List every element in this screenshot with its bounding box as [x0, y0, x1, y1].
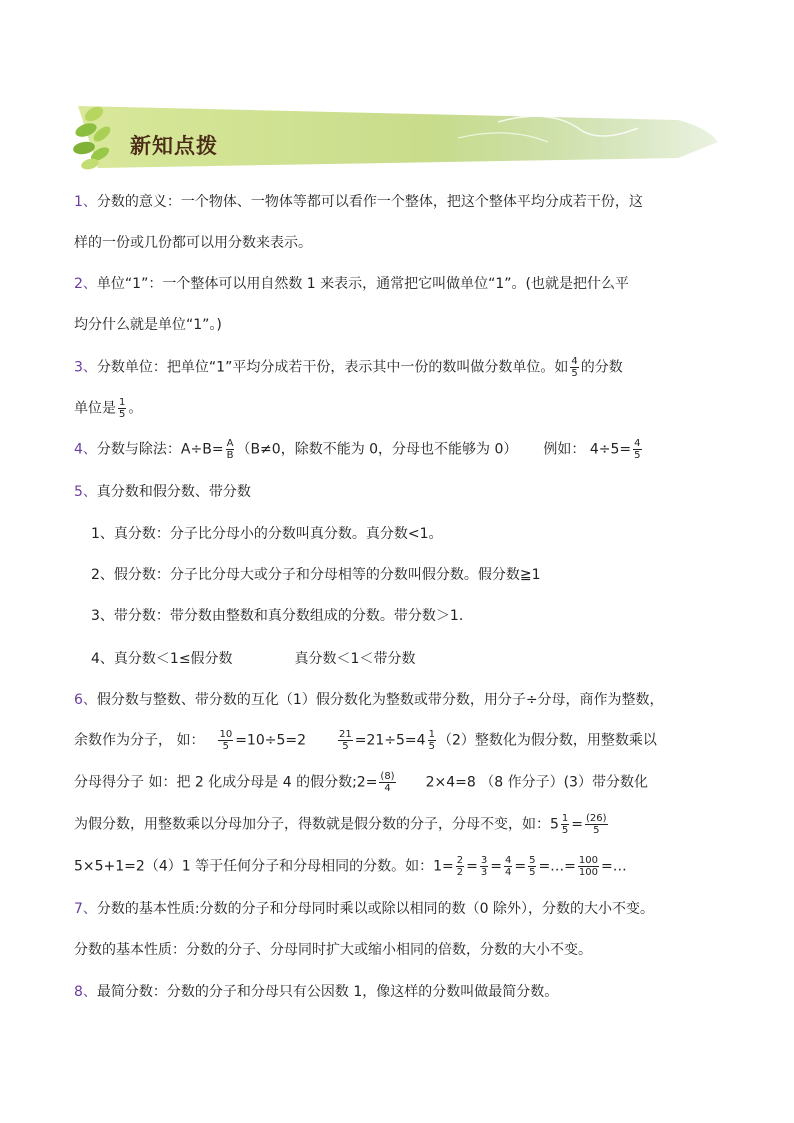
item-text: 真分数和假分数、带分数 [96, 484, 251, 500]
denominator: 4 [504, 867, 512, 878]
numerator: A [226, 438, 234, 449]
denominator: 5 [634, 450, 641, 461]
item-text: 真分数＜1＜带分数 [294, 651, 416, 667]
item-text: =21÷5=4 [354, 732, 426, 749]
equals: = [514, 858, 527, 875]
fraction [118, 397, 126, 420]
item-2-line-1 [74, 274, 629, 294]
fraction [338, 729, 353, 752]
fraction [578, 855, 599, 878]
fraction [570, 356, 578, 379]
item-5-heading [74, 482, 251, 502]
denominator: 5 [529, 867, 536, 878]
item-text: 单位是 [74, 400, 116, 417]
item-7-line-2: 分数的基本性质：分数的分子、分母同时扩大或缩小相同的倍数，分数的大小不变。 [74, 942, 592, 958]
fraction [480, 855, 488, 878]
section-banner [78, 98, 718, 174]
numerator: 2 [456, 855, 464, 866]
item-text: （B≠0，除数不能为 0，分母也不能够为 0） [236, 441, 518, 458]
item-text: 4、真分数＜1≤假分数 [91, 651, 233, 667]
denominator: 100 [578, 867, 598, 878]
item-text: （2）整数化为假分数，用整数乘以 [437, 732, 657, 749]
item-text: 分母得分子 如：把 2 化成分母是 4 的假分数;2= [74, 774, 378, 791]
denominator: 5 [119, 409, 126, 420]
denominator: 5 [342, 741, 349, 752]
denominator: 5 [428, 741, 435, 752]
fraction [528, 855, 536, 878]
item-text: 2×4=8 （8 作分子）(3）带分数化 [425, 774, 648, 791]
item-4-line [74, 438, 644, 461]
item-number: 2、 [74, 276, 97, 292]
numerator: 1 [428, 729, 435, 740]
item-text: 单位“1”：一个整体可以用自然数 1 来表示，通常把它叫做单位“1”。(也就是把什么平 [96, 276, 630, 292]
numerator: (26) [586, 813, 607, 824]
denominator: B [226, 450, 234, 461]
item-5-sub-3: 3、带分数：带分数由整数和真分数组成的分数。带分数＞1. [91, 608, 464, 624]
item-number: 5、 [74, 484, 97, 500]
denominator: 4 [384, 783, 391, 794]
denominator: 5 [571, 368, 578, 379]
item-3-line-1 [74, 356, 623, 379]
equals: = [466, 858, 478, 875]
fraction [561, 813, 569, 836]
item-text: = [571, 816, 584, 833]
item-text: 5×5+1=2（4）1 等于任何分子和分母相同的分数。如：1= [74, 858, 454, 875]
item-6-line-5 [74, 855, 627, 878]
numerator: 3 [480, 855, 488, 866]
item-2-line-2: 均分什么就是单位“1”。) [74, 317, 222, 333]
numerator: 100 [578, 855, 598, 866]
item-number: 1、 [74, 194, 97, 210]
item-5-sub-2: 2、假分数：分子比分母大或分子和分母相等的分数叫假分数。假分数≧1 [91, 567, 541, 583]
item-number: 3、 [74, 359, 97, 376]
equals: = [490, 858, 502, 875]
fraction [585, 813, 608, 836]
item-text: 。 [128, 400, 143, 417]
ellipsis: =…= [538, 858, 576, 875]
item-6-line-2 [74, 729, 657, 752]
item-1-line-2: 样的一份或几份都可以用分数来表示。 [74, 235, 312, 251]
denominator: 5 [593, 825, 600, 836]
numerator: 4 [634, 438, 641, 449]
fraction [456, 855, 464, 878]
item-5-sub-4 [91, 649, 415, 669]
numerator: 1 [561, 813, 569, 824]
item-number: 4、 [74, 441, 97, 458]
item-5-sub-1: 1、真分数：分子比分母小的分数叫真分数。真分数<1。 [91, 526, 443, 542]
denominator: 5 [222, 741, 229, 752]
item-text: 为假分数，用整数乘以分母加分子，得数就是假分数的分子，分母不变，如：5 [74, 816, 559, 833]
item-text: 分数与除法：A÷B= [96, 441, 224, 458]
item-text: 最简分数：分数的分子和分母只有公因数 1，像这样的分数叫做最简分数。 [96, 984, 559, 1000]
item-7-line-1 [74, 899, 654, 919]
item-text: 分数单位：把单位“1”平均分成若干份，表示其中一份的数叫做分数单位。如 [96, 359, 569, 376]
item-number: 6、 [74, 692, 97, 708]
numerator: 1 [119, 397, 126, 408]
fraction [428, 729, 436, 752]
fraction [226, 438, 235, 461]
numerator: 21 [339, 729, 352, 740]
fraction [379, 771, 395, 794]
denominator: 3 [480, 867, 488, 878]
fraction [633, 438, 641, 461]
item-6-line-4 [74, 813, 610, 836]
item-text: 的分数 [580, 359, 623, 376]
section-title: 新知点拨 [130, 134, 218, 158]
item-number: 8、 [74, 984, 97, 1000]
fraction [504, 855, 512, 878]
numerator: 5 [529, 855, 536, 866]
denominator: 5 [561, 825, 569, 836]
denominator: 2 [456, 867, 464, 878]
item-text: =10÷5=2 [235, 732, 307, 749]
item-text: 余数作为分子， 如： [74, 732, 205, 749]
item-3-line-2 [74, 397, 142, 420]
fraction [218, 729, 233, 752]
item-text: 分数的基本性质:分数的分子和分母同时乘以或除以相同的数（0 除外），分数的大小不变。 [96, 901, 654, 917]
numerator: 10 [219, 729, 233, 740]
leaf-icon [72, 98, 132, 174]
item-number: 7、 [74, 901, 97, 917]
numerator: 4 [504, 855, 512, 866]
item-text: 分数的意义：一个物体、一物体等都可以看作一个整体，把这个整体平均分成若干份，这 [96, 194, 643, 210]
item-6-line-1 [74, 690, 664, 710]
item-8-line [74, 982, 558, 1002]
item-text: 假分数与整数、带分数的互化（1）假分数化为整数或带分数，用分子÷分母，商作为整数， [96, 692, 664, 708]
numerator: 4 [571, 356, 578, 367]
item-1-line-1 [74, 192, 643, 212]
example-text: 例如： 4÷5= [543, 441, 632, 458]
ellipsis: =… [601, 858, 627, 875]
item-6-line-3 [74, 771, 648, 794]
numerator: (8) [380, 771, 395, 782]
